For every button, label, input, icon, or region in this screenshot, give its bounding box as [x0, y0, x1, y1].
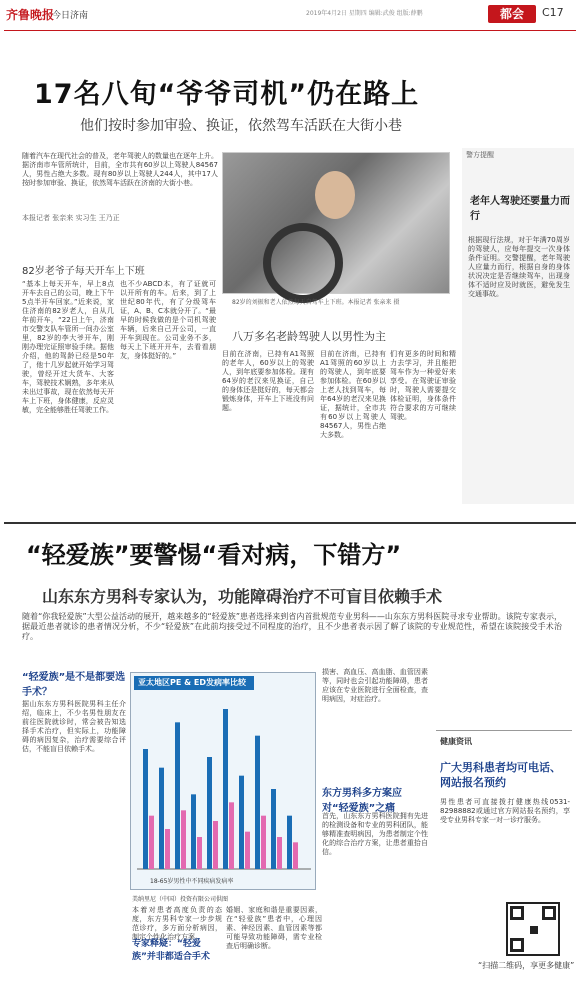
ad-side-divider [436, 730, 572, 731]
article-byline: 本报记者 张亲来 实习生 王乃正 [22, 214, 120, 222]
page-number: C17 [542, 6, 564, 19]
article-title: 17名八旬“爷爷司机”仍在路上 [34, 79, 420, 110]
chart-bar [159, 768, 164, 869]
section-heading-1: 82岁老爷子每天开车上下班 [22, 266, 145, 277]
ad-side-heading: 广大男科患者均可电话、网站报名预约 [440, 761, 561, 789]
chart-bar [165, 829, 170, 869]
chart-bar [143, 749, 148, 869]
ad-column-5: 首先，山东东方男科医院拥有先进的检测设备和专业的男科团队，能够精准查明病因，为患者制定个性化的综合治疗方案，让患者重拾自信。 [322, 812, 428, 856]
chart-bar [287, 816, 292, 869]
qr-code[interactable] [506, 902, 560, 956]
ad-column-3: 婚姻、家庭和谐是重要因素，在“轻爱族”患者中，心理因素、神经因素、血管因素等都可能导致功能障碍，需专业检查后明确诊断。 [226, 906, 322, 950]
driver-photo [222, 152, 450, 294]
ad-title: “轻爱族”要警惕“看对病，下错方” [26, 541, 402, 569]
article-lead: 随着汽车在现代社会的普及，老年驾驶人的数量也在逐年上升。据济南市车管所统计，目前，全市共有60岁以上驾驶人84567人，男性占绝大多数。现有80岁以上驾驶人244人，其中17人按时参加审验、换证，依然驾车活跃在济南的大街小巷。 [22, 152, 218, 187]
article-column-2: 也不少ABCD本，有了证就可以开所有的车。后来，到了上世纪80年代，有了分级驾车证，A、B、C本就分开了。“最早的时候我做的是个司机驾驶车辆，后来自己开公司，一直开车到现在。公司业务不多，每天上下班开开车，去看看朋友，身体挺好的。” [120, 280, 216, 360]
chart-source: 美纳里尼（中国）投资有限公司供图 [132, 896, 229, 903]
chart-bar [271, 789, 276, 869]
chart-bar [277, 837, 282, 869]
ad-column-2: 本着对患者高度负责的态度，东方男科专家一步步规范诊疗，多方面分析病因，制定个性化治疗方案。 [132, 906, 222, 941]
ad-column-4: 损害、高血压、高血脂、血管因素等，同时也会引起功能障碍，患者应该在专业医院进行全面检查，查明病因，对症治疗。 [322, 668, 428, 703]
chart-bar [223, 709, 228, 869]
ad-divider [4, 522, 576, 524]
chart-bar [197, 837, 202, 869]
qr-caption: “扫描二维码，享更多健康” [478, 961, 575, 970]
ad-intro: 随着“你我轻爱族”大型公益活动的展开，越来越多的“轻爱族”患者选择来到省内首批规范专业男科——山东东方男科医院寻求专业帮助。该院专家表示，据最近患者就诊的患者情况分析，不少“轻爱族”在此前均接受过不同程度的治疗，且不少患者表示因了解了该院的专业规范性，希望在该院接受手术治疗。 [22, 612, 562, 641]
article-column-1: “基本上每天开车，早上8点开车去自己的公司，晚上下午5点半开车回家。”近来说，家住济南的82岁老人，自从几年前开车，“22日上午，济南市交警支队车管所一间办公室里，82岁的李大爷开车，刚刚办理完证照审验手续。据他介绍，他的驾龄已经是50年了，他十几岁起就开始学习驾驶，曾经开过大货车、大客车，驾驶技术娴熟，多年来从未出过事故，现在依然每天开车上下班，身体健康，反应灵敏，完全能够胜任驾驶工作。 [22, 280, 114, 414]
ad-question-1: “轻爱族”是不是都要选手术？ [22, 672, 126, 698]
ad-side-title: 健康资讯 [440, 737, 472, 746]
chart-bar [255, 736, 260, 869]
chart-bar [181, 810, 186, 869]
header-divider [4, 30, 576, 31]
section-tag: 都会 [488, 5, 536, 23]
chart-bar [229, 802, 234, 869]
chart-bar [175, 722, 180, 869]
bar-chart [131, 673, 317, 891]
chart-bar [261, 816, 266, 869]
chart-bar [245, 832, 250, 869]
sidebar-title: 老年人驾驶还要量力而行 [470, 196, 570, 222]
article-column-4: 目前在济南，已持有A1驾照的60岁以上的驾驶人，到年底要参加体检。在60岁以上老人找到驾车，每年64岁的老汉来见换证，据统计，全市共有60岁以上驾驶人84567人，男性占绝大多数。 [320, 350, 386, 439]
ad-subtitle: 山东东方男科专家认为，功能障碍治疗不可盲目依赖手术 [42, 587, 443, 606]
section-heading-2: 八万多名老龄驾驶人以男性为主 [232, 330, 386, 343]
chart-container [130, 672, 316, 890]
chart-bar [239, 776, 244, 869]
sidebar-tag: 警方提醒 [466, 151, 494, 159]
article-column-3: 目前在济南，已持有A1驾照的老年人，60岁以上的驾驶人，到年底要参加体检。现有64岁的老汉来见换证，自己的身体还是挺好的，每天都会锻炼身体，开车上下班没有问题。 [222, 350, 314, 412]
section-label: 今日济南 [52, 11, 89, 21]
chart-bar [149, 816, 154, 869]
ad-question-2: 专家释疑：“轻爱族”并非都适合手术 [132, 939, 210, 962]
newspaper-logo: 齐鲁晚报 [6, 8, 55, 22]
chart-bar [213, 821, 218, 869]
article-column-5: 们有更多的时间和精力去学习，并且能把驾车作为一种爱好来享受。在驾驶证审验时，驾驶人需要提交体检证明，身体条件符合要求的方可继续驾驶。 [390, 350, 456, 421]
chart-xlabel: 18-65岁男性中不同疾病发病率 [150, 878, 234, 885]
chart-bar [191, 794, 196, 869]
photo-caption: 82岁的刘振和老人依然每天自驾车上下班。本报记者 张亲来 摄 [232, 299, 400, 306]
issue-date: 2019年4月2日 星期四 编辑:武俊 组版:薛鹏 [306, 10, 423, 17]
ad-side-text: 男性患者可直接拨打健康热线0531-82988882或通过官方网站报名预约，享受专业男科专家一对一诊疗服务。 [440, 798, 570, 824]
chart-bar [293, 842, 298, 869]
chart-bar [207, 757, 212, 869]
sidebar-text: 根据现行法规，对于年满70周岁的驾驶人，应每年提交一次身体条件证明。交警提醒，老年驾驶人应量力而行，根据自身的身体状况决定是否继续驾车，出现身体不适时应及时就医，避免发生交通事故。 [468, 236, 570, 298]
ad-column-1: 据山东东方男科医院男科主任介绍，临床上，不少名男性朋友在前往医院就诊时，常会被告知选择手术治疗，但实际上，功能障碍的病因复杂，治疗需要综合评估，不能盲目依赖手术。 [22, 700, 126, 753]
ad-question-3: 东方男科多方案应对“轻爱族”之痛 [322, 788, 402, 814]
chart-title: 亚太地区PE & ED发病率比较 [134, 676, 254, 690]
article-subtitle: 他们按时参加审验、换证，依然驾车活跃在大街小巷 [80, 118, 402, 134]
